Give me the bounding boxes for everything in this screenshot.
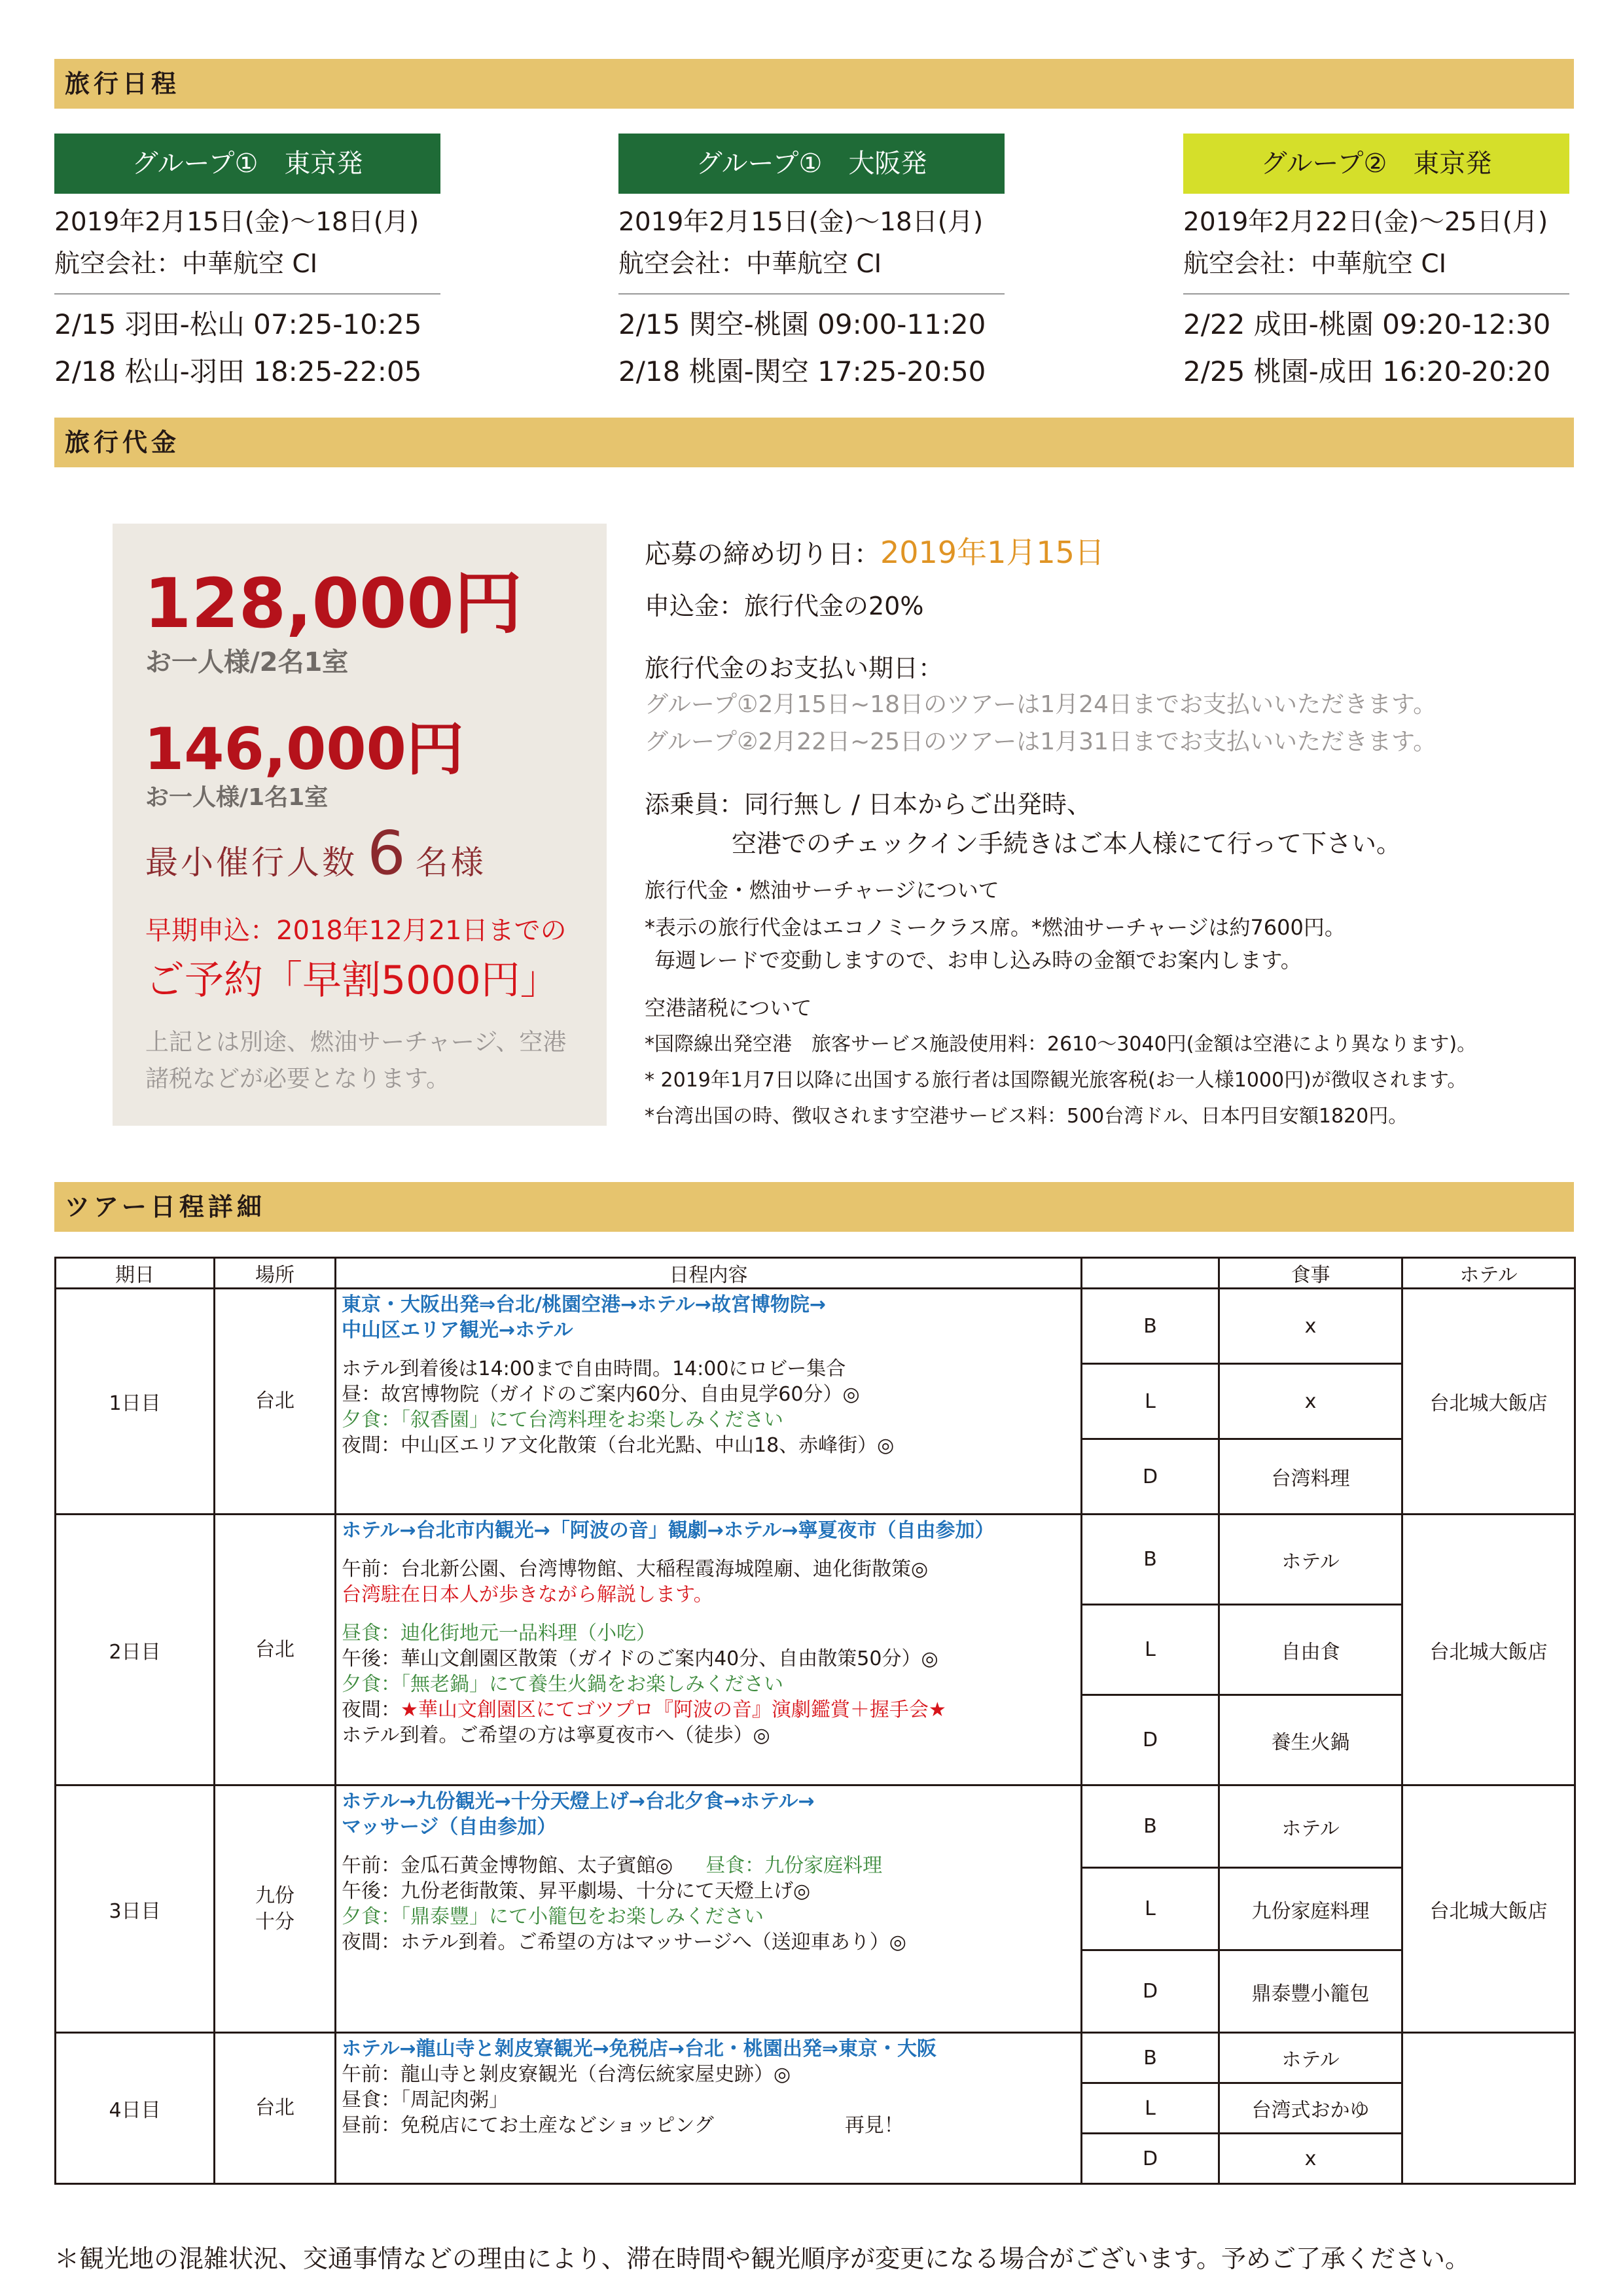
detail-line (342, 1518, 1075, 1543)
header-meal: 食事 (1219, 1258, 1402, 1289)
section-title-price: 旅行代金 (54, 418, 1574, 467)
detail-cell (336, 1785, 1082, 2033)
deposit: 申込金：旅行代金の20% (645, 592, 924, 620)
min-number: 6 (367, 818, 406, 888)
meal-cell: 養生火鍋 (1219, 1695, 1402, 1785)
meal-cell: 九份家庭料理 (1219, 1868, 1402, 1950)
min-label: 最小催行人数 (145, 844, 357, 882)
meal-type-cell: B (1082, 1515, 1219, 1605)
detail-text: 夜間：中山区エリア文化散策（台北光點、中山18、赤峰街）◎ (342, 1434, 895, 1457)
divider (54, 293, 440, 295)
header-date: 期日 (56, 1258, 215, 1289)
flight-outbound: 2/22 成田-桃園 09:20-12:30 (1183, 308, 1551, 340)
fuel-line: 毎週レードで変動しますので、お申し込み時の金額でお案内します。 (654, 948, 1302, 973)
meal-type-cell: L (1082, 1868, 1219, 1950)
detail-line (342, 1840, 1075, 1853)
divider (618, 293, 1005, 295)
meal-type-cell: L (1082, 1605, 1219, 1695)
group-header: グループ① 東京発 (54, 134, 440, 194)
detail-text: 夕食：「叙香園」にて台湾料理をお楽しみください (342, 1408, 783, 1431)
meal-cell: ホテル (1219, 1515, 1402, 1605)
detail-line (342, 1646, 1075, 1672)
detail-line (342, 1904, 1075, 1929)
detail-line (342, 1853, 1075, 1878)
detail-line (342, 1407, 1075, 1433)
meal-cell: x (1219, 2134, 1402, 2184)
header-meal-type (1082, 1258, 1219, 1289)
fuel-line: *表示の旅行代金はエコノミークラス席。*燃油サーチャージは約7600円。 (645, 915, 1346, 940)
deadline-label: 応募の締め切り日： (645, 539, 880, 569)
min-unit: 名様 (415, 844, 486, 882)
meal-type-cell: B (1082, 1289, 1219, 1364)
payment-title: 旅行代金のお支払い期日： (645, 654, 944, 683)
flight-outbound: 2/15 関空-桃園 09:00-11:20 (618, 308, 986, 340)
detail-line (342, 2036, 1075, 2062)
detail-line (342, 2062, 1075, 2087)
place-cell: 台北 (215, 1289, 336, 1515)
group-dates: 2019年2月15日(金)～18日(月) (618, 207, 984, 237)
detail-line (342, 1929, 1075, 1955)
tax-title: 空港諸税について (645, 996, 812, 1020)
early-booking-discount: ご予約「早割5000円」 (145, 958, 560, 1003)
detail-line (342, 1556, 1075, 1582)
detail-text: 午前：台北新公園、台湾博物館、大稲程霞海城隍廟、迪化街散策◎ (342, 1558, 929, 1581)
extra-fees-line: 諸税などが必要となります。 (145, 1066, 450, 1092)
detail-text: 中山区エリア観光→ホテル (342, 1319, 573, 1342)
group-airline: 航空会社：中華航空 CI (618, 249, 882, 279)
deadline-date: 2019年1月15日 (880, 535, 1105, 570)
payment-line: グループ①2月15日~18日のツアーは1月24日までお支払いいただきます。 (645, 691, 1437, 718)
price-box (113, 524, 607, 1126)
place-cell: 台北 (215, 1515, 336, 1785)
section-title-itinerary: 旅行日程 (54, 59, 1574, 109)
meal-cell: 鼎泰豐小籠包 (1219, 1950, 1402, 2033)
group-dates: 2019年2月15日(金)～18日(月) (54, 207, 419, 237)
detail-text: 昼食：「周記肉粥」 (342, 2089, 508, 2111)
fuel-title: 旅行代金・燃油サーチャージについて (645, 878, 999, 903)
header-content: 日程内容 (336, 1258, 1082, 1289)
group-dates: 2019年2月22日(金)～25日(月) (1183, 207, 1548, 237)
day-cell: 1日目 (56, 1289, 215, 1515)
detail-text: 夕食：「鼎泰豐」にて小籠包をお楽しみください (342, 1905, 764, 1928)
early-booking-line: 早期申込：2018年12月21日までの (145, 916, 567, 946)
price-double-note: お一人様/2名1室 (145, 647, 349, 677)
detail-cell (336, 1289, 1082, 1515)
table-row (56, 1785, 1575, 1868)
detail-line (342, 1433, 1075, 1458)
meal-cell: ホテル (1219, 2033, 1402, 2083)
group-airline: 航空会社：中華航空 CI (54, 249, 318, 279)
footnote: ＊観光地の混雑状況、交通事情などの理由により、滞在時間や観光順序が変更になる場合がございます。予めご了承ください。 (54, 2244, 1470, 2273)
detail-extra: 昼食：九份家庭料理 (705, 1854, 883, 1877)
detail-text: 夜間：ホテル到着。ご希望の方はマッサージへ（送迎車あり）◎ (342, 1931, 906, 1954)
meal-cell: 台湾式おかゆ (1219, 2083, 1402, 2134)
section-title-detail: ツアー日程詳細 (54, 1182, 1574, 1232)
detail-line (342, 1621, 1075, 1646)
detail-line (342, 1697, 1075, 1723)
detail-line (342, 1582, 1075, 1607)
detail-text: 午後：九份老街散策、昇平劇場、十分にて天燈上げ◎ (342, 1880, 811, 1903)
deadline (645, 529, 1105, 572)
detail-line (342, 1356, 1075, 1382)
detail-line (342, 1672, 1075, 1697)
hotel-cell: 台北城大飯店 (1402, 1785, 1575, 2033)
extra-fees-line: 上記とは別途、燃油サーチャージ、空港 (145, 1029, 567, 1056)
detail-text: 昼：故宮博物院（ガイドのご案内60分、自由見学60分）◎ (342, 1383, 860, 1406)
flight-return: 2/25 桃園-成田 16:20-20:20 (1183, 355, 1551, 387)
hotel-cell (1402, 2033, 1575, 2184)
detail-text: 午前：金瓜石黄金博物館、太子賓館◎ (342, 1854, 673, 1877)
price-single-note: お一人様/1名1室 (145, 784, 329, 811)
detail-text: 東京・大阪出発⇒台北/桃園空港→ホテル→故宮博物院→ (342, 1293, 827, 1316)
place-cell: 台北 (215, 2033, 336, 2184)
flight-return: 2/18 桃園-関空 17:25-20:50 (618, 355, 986, 387)
detail-line (342, 2087, 1075, 2113)
detail-text: ホテル到着。ご希望の方は寧夏夜市へ（徒歩）◎ (342, 1724, 770, 1747)
table-row (56, 1515, 1575, 1605)
detail-line (342, 1607, 1075, 1621)
group-header: グループ② 東京発 (1183, 134, 1569, 194)
day-cell: 3日目 (56, 1785, 215, 2033)
detail-line (342, 1723, 1075, 1748)
detail-text: ホテル→龍山寺と剝皮寮観光→免税店→台北・桃園出発⇒東京・大阪 (342, 2037, 937, 2060)
tax-line: *国際線出発空港 旅客サービス施設使用料：2610～3040円(金額は空港により異なります)。 (645, 1033, 1477, 1056)
flight-outbound: 2/15 羽田-松山 07:25-10:25 (54, 308, 422, 340)
detail-extra: 再見！ (844, 2114, 904, 2137)
detail-line (342, 1878, 1075, 1904)
detail-prefix: 夜間： (342, 1698, 401, 1721)
header-place: 場所 (215, 1258, 336, 1289)
escort-line: 添乗員：同行無し / 日本からご出発時、 (645, 790, 1092, 819)
group-airline: 航空会社：中華航空 CI (1183, 249, 1447, 279)
hotel-cell: 台北城大飯店 (1402, 1289, 1575, 1515)
table-header-row (56, 1258, 1575, 1289)
detail-text: 午前：龍山寺と剝皮寮観光（台湾伝統家屋史跡）◎ (342, 2063, 791, 2086)
meal-cell: ホテル (1219, 1785, 1402, 1868)
meal-cell: 自由食 (1219, 1605, 1402, 1695)
detail-text: ホテル→台北市内観光→「阿波の音」観劇→ホテル→寧夏夜市（自由参加） (342, 1519, 995, 1542)
meal-type-cell: D (1082, 1950, 1219, 2033)
meal-type-cell: D (1082, 1695, 1219, 1785)
day-cell: 4日目 (56, 2033, 215, 2184)
detail-line (342, 1789, 1075, 1814)
min-participants (145, 818, 486, 888)
group-card-2 (618, 134, 1005, 395)
detail-line (342, 1543, 1075, 1556)
tax-line: *台湾出国の時、徴収されます空港サービス料：500台湾ドル、日本円目安額1820円。 (645, 1105, 1408, 1128)
detail-line (342, 1382, 1075, 1407)
meal-type-cell: B (1082, 1785, 1219, 1868)
meal-cell: 台湾料理 (1219, 1439, 1402, 1515)
detail-line (342, 1292, 1075, 1318)
group-header: グループ① 大阪発 (618, 134, 1005, 194)
meal-type-cell: D (1082, 1439, 1219, 1515)
detail-text: 台湾駐在日本人が歩きながら解説します。 (342, 1583, 713, 1606)
detail-text: ホテル到着後は14:00まで自由時間。14:00にロビー集合 (342, 1357, 846, 1380)
meal-type-cell: D (1082, 2134, 1219, 2184)
extra-fees-note (145, 1024, 566, 1098)
tax-line: * 2019年1月7日以降に出国する旅行者は国際観光旅客税(お一人様1000円)が徴収されます。 (645, 1069, 1467, 1092)
detail-text: 午後：華山文創園区散策（ガイドのご案内40分、自由散策50分）◎ (342, 1647, 938, 1670)
detail-text: ★華山文創園区にてゴツプロ『阿波の音』演劇鑑賞＋握手会★ (401, 1698, 946, 1721)
payment-line: グループ②2月22日~25日のツアーは1月31日までお支払いいただきます。 (645, 728, 1437, 755)
detail-text: 夕食：「無老鍋」にて養生火鍋をお楽しみください (342, 1673, 783, 1696)
hotel-cell: 台北城大飯店 (1402, 1515, 1575, 1785)
meal-type-cell: L (1082, 1364, 1219, 1439)
table-row (56, 2033, 1575, 2083)
place-cell: 九份 十分 (215, 1785, 336, 2033)
price-single: 146,000円 (144, 715, 464, 783)
detail-text: 昼食：迪化街地元一品料理（小吃） (342, 1622, 656, 1645)
table-row (56, 1289, 1575, 1364)
detail-cell (336, 2033, 1082, 2184)
detail-line (342, 1343, 1075, 1356)
detail-text: 昼前：免税店にてお土産などショッピング (342, 2114, 714, 2137)
detail-line (342, 1318, 1075, 1343)
detail-text: マッサージ（自由参加） (342, 1816, 557, 1839)
header-hotel: ホテル (1402, 1258, 1575, 1289)
detail-line (342, 1814, 1075, 1840)
escort-line: 空港でのチェックイン手続きはご本人様にて行って下さい。 (732, 829, 1401, 858)
meal-cell: x (1219, 1289, 1402, 1364)
flight-return: 2/18 松山-羽田 18:25-22:05 (54, 355, 422, 387)
detail-text: ホテル→九份観光→十分天燈上げ→台北夕食→ホテル→ (342, 1790, 815, 1813)
detail-cell (336, 1515, 1082, 1785)
day-cell: 2日目 (56, 1515, 215, 1785)
schedule-table (54, 1257, 1576, 2185)
divider (1183, 293, 1569, 295)
group-card-1 (54, 134, 440, 395)
meal-type-cell: L (1082, 2083, 1219, 2134)
group-card-3 (1183, 134, 1569, 395)
price-double: 128,000円 (144, 564, 522, 643)
meal-type-cell: B (1082, 2033, 1219, 2083)
detail-line (342, 2113, 1075, 2138)
meal-cell: x (1219, 1364, 1402, 1439)
